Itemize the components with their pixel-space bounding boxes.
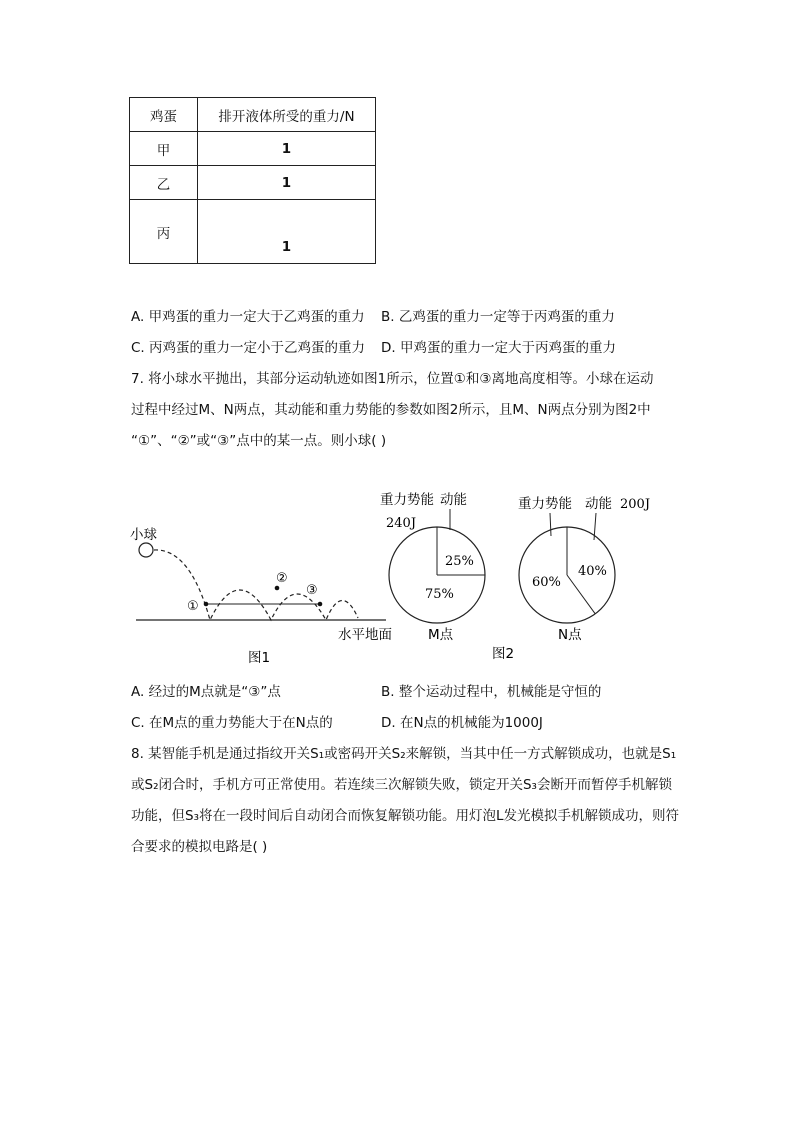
m-energy-note: 240J [386, 516, 417, 531]
table-cell-egg: 甲 [130, 132, 198, 166]
q6-option-b: B. 乙鸡蛋的重力一定等于丙鸡蛋的重力 [381, 309, 615, 325]
q8-stem-line-1: 8. 某智能手机是通过指纹开关S₁或密码开关S₂来解锁，当其中任一方式解锁成功，也就是S₁ [131, 746, 677, 762]
q8-stem-line-2: 或S₂闭合时，手机方可正常使用。若连续三次解锁失败，锁定开关S₃会断开而暂停手机解锁 [131, 777, 672, 793]
q7-option-a: A. 经过的M点就是“③”点 [131, 684, 281, 700]
table-cell-egg: 丙 [130, 200, 198, 264]
egg-table [129, 97, 376, 264]
ground-label: 水平地面 [338, 627, 392, 643]
point-3-label: ③ [306, 583, 318, 598]
table-row [130, 132, 376, 166]
n-ke-percent: 40% [578, 564, 607, 579]
table-row [130, 166, 376, 200]
n-energy-note: 200J [620, 497, 651, 512]
q8-stem-line-3: 功能，但S₃将在一段时间后自动闭合而恢复解锁功能。用灯泡L发光模拟手机解锁成功，则符 [131, 808, 680, 824]
q6-option-d: D. 甲鸡蛋的重力一定大于丙鸡蛋的重力 [381, 340, 616, 356]
table-cell-value: 1 [198, 200, 376, 264]
figure-2-caption: 图2 [492, 646, 515, 662]
point-1-label: ① [187, 599, 199, 614]
ball-label: 小球 [130, 527, 157, 543]
table-cell-value: 1 [198, 132, 376, 166]
m-pe-label: 重力势能 [380, 492, 434, 508]
point-2-dot [275, 586, 280, 591]
m-point-name: M点 [428, 627, 454, 643]
n-pe-label: 重力势能 [518, 496, 572, 512]
q7-option-d: D. 在N点的机械能为1000J [381, 715, 543, 731]
m-ke-label: 动能 [440, 492, 467, 508]
n-point-name: N点 [558, 627, 582, 643]
figure-2 [370, 486, 670, 664]
n-ke-label: 动能 [585, 496, 612, 512]
figure-1 [128, 520, 398, 670]
point-2-label: ② [276, 571, 288, 586]
table-cell-egg: 乙 [130, 166, 198, 200]
q7-stem-line-3: “①”、“②”或“③”点中的某一点。则小球( ) [131, 433, 387, 449]
figure-1-caption: 图1 [248, 650, 271, 666]
table-row [130, 200, 376, 264]
table-cell-value: 1 [198, 166, 376, 200]
point-1-dot [204, 602, 209, 607]
q6-option-c: C. 丙鸡蛋的重力一定小于乙鸡蛋的重力 [131, 340, 366, 356]
ball-circle [139, 543, 153, 557]
q7-option-c: C. 在M点的重力势能大于在N点的 [131, 715, 333, 731]
trajectory-path [154, 550, 358, 620]
q8-stem-line-4: 合要求的模拟电路是( ) [131, 839, 268, 855]
point-3-dot [318, 602, 323, 607]
q6-option-a: A. 甲鸡蛋的重力一定大于乙鸡蛋的重力 [131, 309, 365, 325]
m-pe-percent: 75% [425, 587, 454, 602]
n-pie-slice-divider-2 [567, 575, 595, 614]
n-pe-leader [550, 513, 551, 536]
table-header-weight: 排开液体所受的重力/N [198, 98, 376, 132]
q7-stem-line-2: 过程中经过M、N两点，其动能和重力势能的参数如图2所示，且M、N两点分别为图2中 [131, 402, 651, 418]
q7-option-b: B. 整个运动过程中，机械能是守恒的 [381, 684, 602, 700]
m-ke-percent: 25% [445, 554, 474, 569]
table-header-egg: 鸡蛋 [130, 98, 198, 132]
n-pe-percent: 60% [532, 575, 561, 590]
q7-stem-line-1: 7. 将小球水平抛出，其部分运动轨迹如图1所示，位置①和③离地高度相等。小球在运动 [131, 371, 654, 387]
